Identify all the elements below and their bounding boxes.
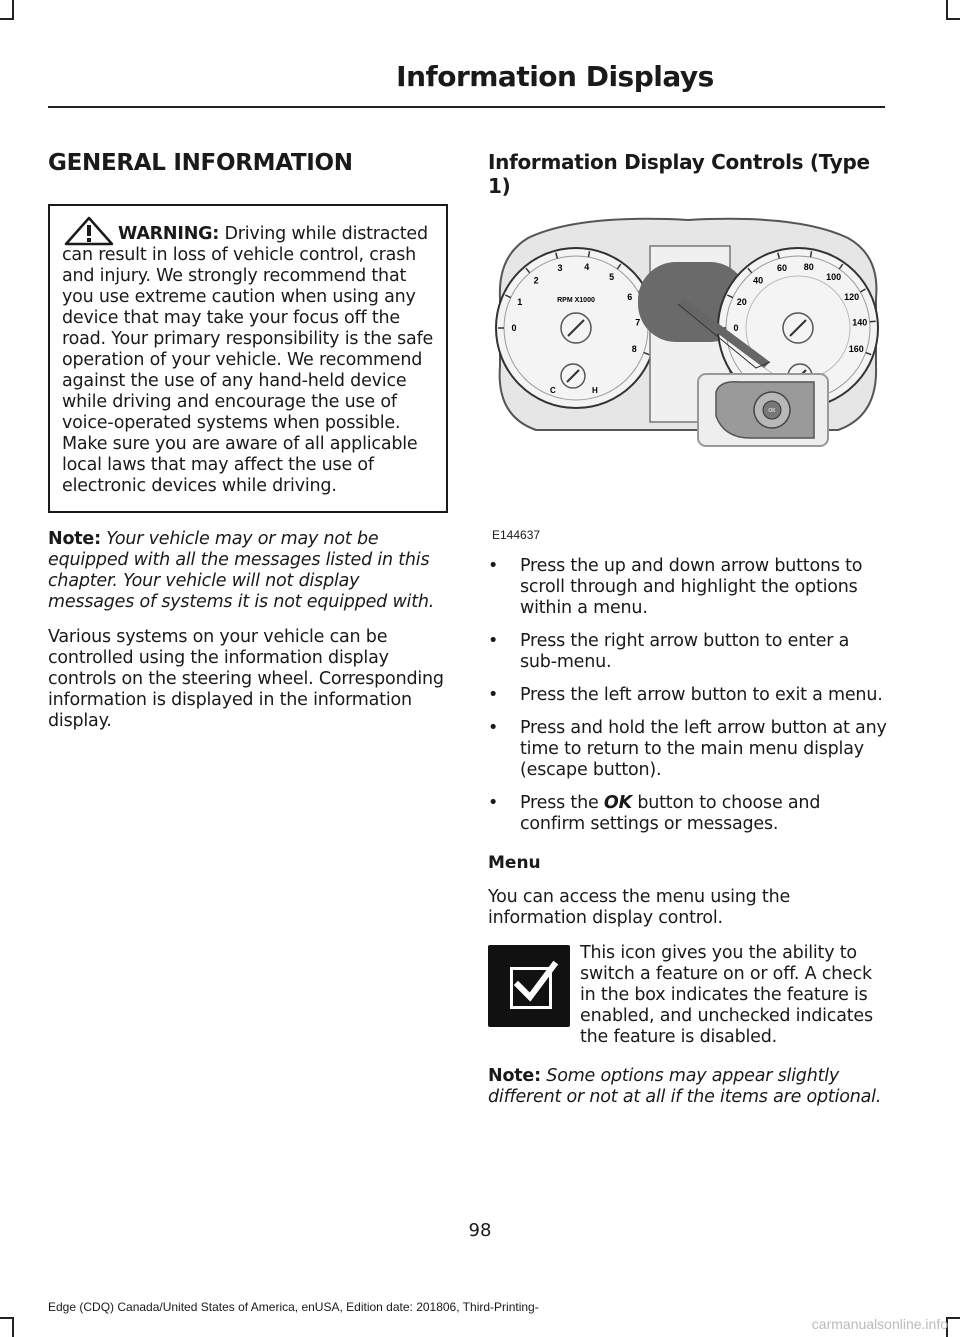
header-rule (48, 106, 885, 108)
checkbox-checked-icon (488, 945, 570, 1027)
tach-tick-label: 7 (635, 317, 641, 328)
speed-tick-label: 100 (826, 272, 842, 283)
menu-paragraph: You can access the menu using the information display control. (488, 887, 791, 928)
page-title: Information Displays (396, 60, 714, 93)
tach-tick-label: 6 (627, 292, 633, 302)
crop-mark (946, 18, 960, 20)
list-item: • Press the right arrow button to enter a sub-menu. (488, 631, 850, 672)
crop-mark (12, 0, 14, 20)
tach-tick-label: 1 (517, 296, 523, 307)
tach-tick-mark (589, 251, 590, 257)
tach-tick-label: 0 (511, 323, 517, 333)
section-heading: GENERAL INFORMATION (48, 150, 353, 176)
crop-mark (0, 1317, 14, 1319)
warning-body: Driving while distracted can result in loss of vehicle control, crash and injury. We strongly recommend that you use extreme caution when using any device that may take your focus off the road. Your primary responsibility is the safe operation of your vehicle. We recommend against the use of any hand-held device while driving and encourage the use of voice-operated systems when possible. Make sure you are aware of all applicable local laws that may affect the use of electronic devices while driving. (62, 224, 434, 496)
speed-tick-label: 120 (844, 292, 860, 302)
note-paragraph (488, 1066, 888, 1108)
bullet-list (488, 556, 888, 835)
warning-label: WARNING: (118, 224, 220, 244)
speed-tick-label: 60 (776, 263, 788, 274)
note-text: Some options may appear slightly different or not at all if the items are optional. (488, 1066, 882, 1107)
temp-cold-label: C (550, 386, 556, 395)
speed-tick-label: 140 (852, 317, 868, 328)
speed-tick-mark (811, 251, 812, 257)
warning-text (62, 224, 438, 497)
footer-text: Edge (CDQ) Canada/United States of America, enUSA, Edition date: 201806, Third-Printing- (48, 1300, 539, 1314)
left-column (48, 150, 448, 742)
tachometer (496, 248, 656, 408)
check-icon-description: This icon gives you the ability to switch a feature on or off. A check in the box indicates the feature is enabled, and unchecked indicates the feature is disabled. (580, 943, 873, 1047)
temp-hot-label: H (592, 386, 598, 395)
figure-code: E144637 (492, 528, 541, 542)
right-column (488, 150, 888, 1118)
check-icon-block (488, 943, 888, 1048)
list-item: • Press the left arrow button to exit a menu. (488, 685, 883, 705)
page-number: 98 (468, 1220, 492, 1241)
tach-label: RPM X1000 (557, 297, 595, 304)
crop-mark (0, 18, 14, 20)
speed-tick-label: 20 (736, 296, 747, 307)
crop-mark (946, 0, 948, 20)
ok-button-label: OK (768, 408, 776, 414)
speed-tick-label: 80 (803, 261, 814, 272)
speed-tick-label: 40 (753, 275, 764, 286)
tach-tick-label: 5 (609, 272, 615, 283)
warning-box (48, 204, 448, 513)
watermark: carmanualsonline.info (811, 1316, 948, 1332)
speed-tick-mark (870, 321, 876, 322)
note-text: Your vehicle may or may not be equipped with all the messages listed in this chapter. Your vehicle will not display messages of systems it is not equipped with. (48, 529, 435, 612)
speed-tick-label: 0 (733, 323, 739, 333)
tach-tick-label: 8 (631, 344, 637, 355)
tach-tick-label: 2 (533, 275, 539, 286)
speed-tick-label: 160 (848, 344, 864, 355)
list-item: • Press and hold the left arrow button at any time to return to the main menu display (escape button). (488, 718, 887, 780)
warning-triangle-icon (64, 216, 114, 246)
crop-mark (946, 1317, 960, 1319)
list-item: • Press the OK button to choose and confirm settings or messages. (488, 793, 821, 834)
cluster-illustration (488, 216, 886, 546)
tach-tick-label: 3 (557, 263, 563, 274)
menu-heading: Menu (488, 853, 541, 873)
crop-mark (12, 1317, 14, 1337)
page-header (0, 60, 885, 93)
tach-tick-label: 4 (584, 261, 590, 272)
note-label: Note: (48, 529, 101, 549)
note-label: Note: (488, 1066, 541, 1086)
body-paragraph: Various systems on your vehicle can be controlled using the information display controls on the steering wheel. Corresponding information is displayed in the information display. (48, 627, 444, 731)
section-heading: Information Display Controls (Type 1) (488, 150, 870, 198)
note-paragraph (48, 529, 448, 613)
instrument-cluster-drawing (488, 216, 886, 534)
list-item: • Press the up and down arrow buttons to scroll through and highlight the options within a menu. (488, 556, 863, 618)
